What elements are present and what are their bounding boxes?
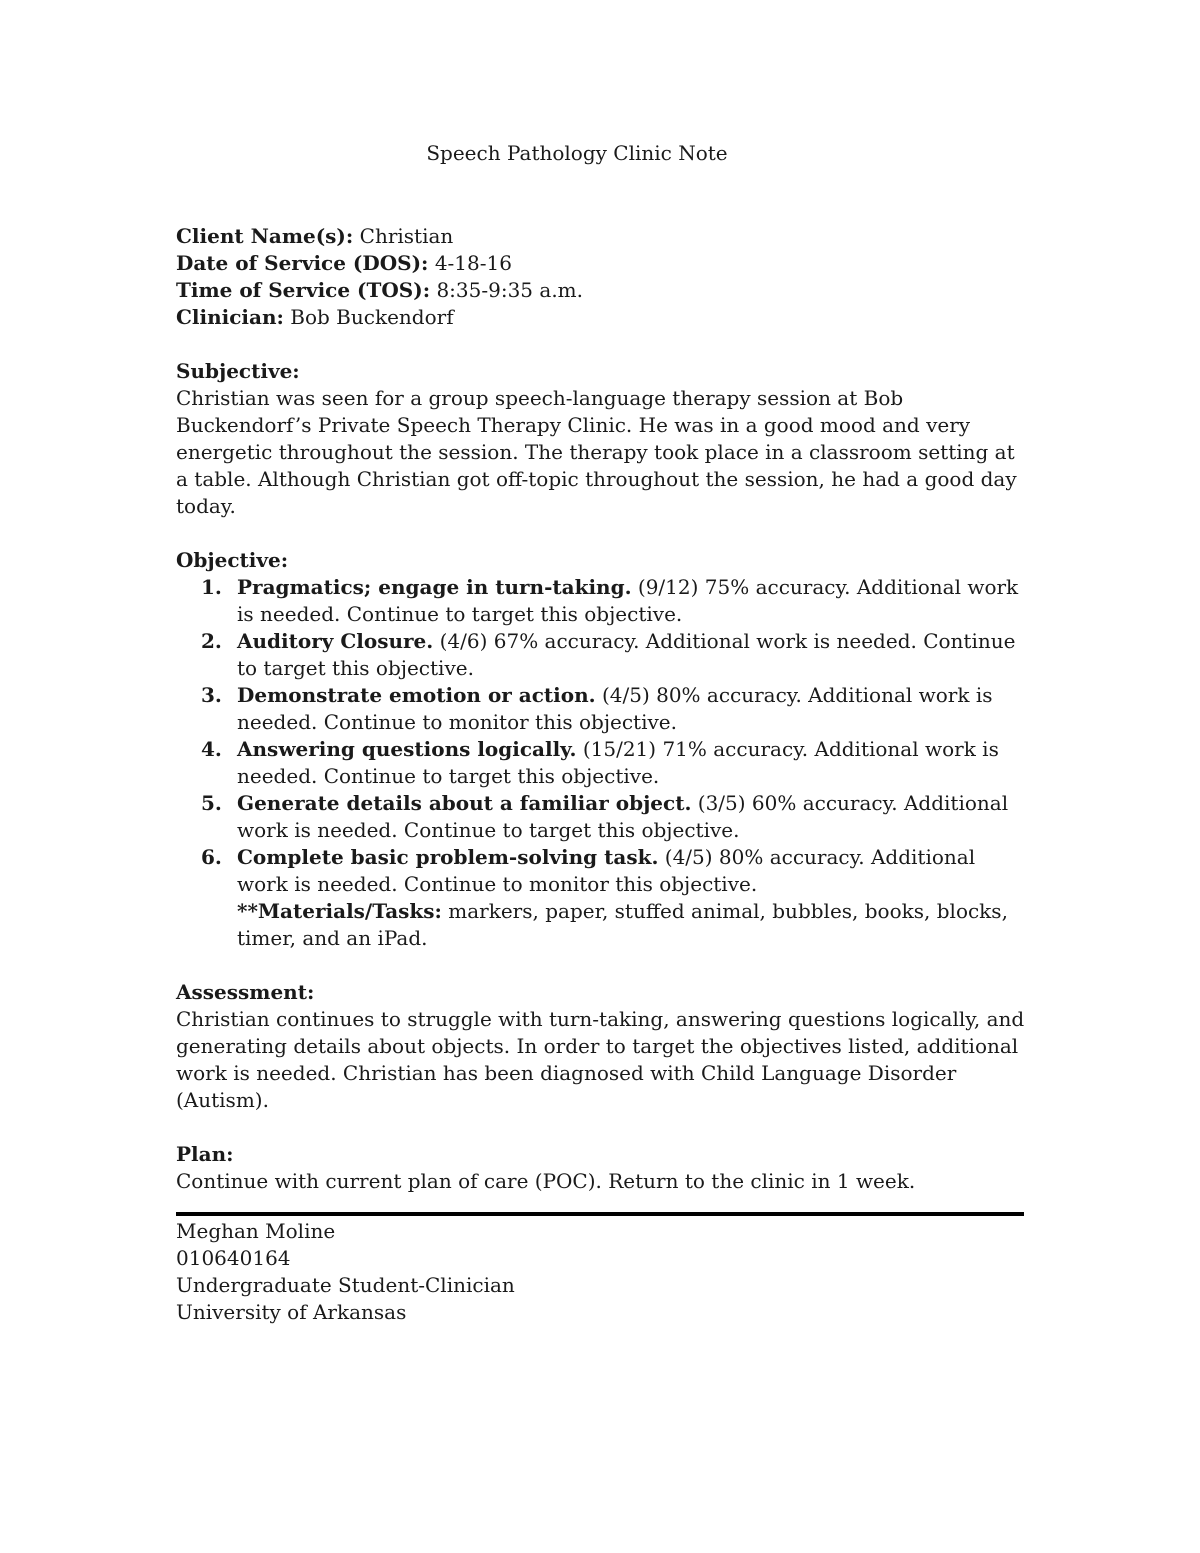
- time-of-service-label: Time of Service (TOS):: [176, 278, 431, 302]
- objective-goal: Complete basic problem-solving task.: [237, 845, 659, 869]
- objective-result: (9/12) 75% accuracy. Additional work is needed. Continue to target this objective.: [237, 575, 1019, 626]
- plan-section: [176, 1141, 1026, 1195]
- objective-list: [176, 574, 1026, 952]
- client-name-field: [176, 223, 1026, 250]
- client-name-value: Christian: [359, 224, 454, 248]
- assessment-heading: Assessment:: [176, 980, 315, 1004]
- document-title: Speech Pathology Clinic Note: [426, 141, 728, 165]
- signature-divider: [176, 1212, 1024, 1216]
- objective-item: [176, 628, 1026, 682]
- time-of-service-field: [176, 277, 1026, 304]
- clinician-value: Bob Buckendorf: [290, 305, 454, 329]
- objective-number: 5.: [201, 791, 222, 815]
- objective-number: 2.: [201, 629, 222, 653]
- client-name-label: Client Name(s):: [176, 224, 354, 248]
- signature-name: Meghan Moline: [176, 1219, 336, 1243]
- assessment-text: Christian continues to struggle with turn-taking, answering questions logically, and generating details about objects. In order to target the objectives listed, additional work is needed. Christian has been diagnosed with Child Language Disorder (Autism).: [176, 1007, 1025, 1112]
- clinician-label: Clinician:: [176, 305, 284, 329]
- objective-item: [176, 574, 1026, 628]
- time-of-service-value: 8:35-9:35 a.m.: [436, 278, 583, 302]
- plan-text: Continue with current plan of care (POC). Return to the clinic in 1 week.: [176, 1169, 916, 1193]
- subjective-section: [176, 358, 1026, 520]
- clinic-note-page: [176, 140, 1026, 1326]
- signature-institution: University of Arkansas: [176, 1300, 407, 1324]
- objective-heading: Objective:: [176, 548, 289, 572]
- objective-number: 6.: [201, 845, 222, 869]
- date-of-service-value: 4-18-16: [434, 251, 512, 275]
- objective-item: [176, 790, 1026, 844]
- objective-goal: Auditory Closure.: [237, 629, 434, 653]
- objective-result: (4/5) 80% accuracy. Additional work is needed. Continue to monitor this objective.: [237, 683, 993, 734]
- objective-section: [176, 547, 1026, 952]
- objective-number: 1.: [201, 575, 222, 599]
- date-of-service-label: Date of Service (DOS):: [176, 251, 429, 275]
- objective-number: 4.: [201, 737, 222, 761]
- objective-goal: Answering questions logically.: [237, 737, 577, 761]
- objective-result: (3/5) 60% accuracy. Additional work is needed. Continue to target this objective.: [237, 791, 1009, 842]
- objective-result: (4/5) 80% accuracy. Additional work is needed. Continue to monitor this objective.: [237, 845, 976, 896]
- plan-heading: Plan:: [176, 1142, 234, 1166]
- objective-item: [176, 736, 1026, 790]
- objective-result: (15/21) 71% accuracy. Additional work is needed. Continue to target this objective.: [237, 737, 999, 788]
- header-fields: [176, 223, 1026, 331]
- objective-goal: Pragmatics; engage in turn-taking.: [237, 575, 632, 599]
- objective-goal: Demonstrate emotion or action.: [237, 683, 596, 707]
- materials-label: **Materials/Tasks:: [237, 899, 442, 923]
- date-of-service-field: [176, 250, 1026, 277]
- subjective-text: Christian was seen for a group speech-language therapy session at Bob Buckendorf’s Private Speech Therapy Clinic. He was in a good mood and very energetic throughout the session. The therapy took place in a classroom setting at a table. Although Christian got off-topic throughout the session, he had a good day today.: [176, 386, 1017, 518]
- objective-item: [176, 682, 1026, 736]
- subjective-heading: Subjective:: [176, 359, 300, 383]
- clinician-field: [176, 304, 1026, 331]
- assessment-section: [176, 979, 1026, 1114]
- signature-role: Undergraduate Student-Clinician: [176, 1273, 515, 1297]
- signature-block: [176, 1218, 1026, 1326]
- objective-item: [176, 844, 1026, 952]
- objective-number: 3.: [201, 683, 222, 707]
- objective-result: (4/6) 67% accuracy. Additional work is needed. Continue to target this objective.: [237, 629, 1016, 680]
- objective-goal: Generate details about a familiar object.: [237, 791, 692, 815]
- materials-text: markers, paper, stuffed animal, bubbles, books, blocks, timer, and an iPad.: [237, 899, 1008, 950]
- signature-id: 010640164: [176, 1246, 291, 1270]
